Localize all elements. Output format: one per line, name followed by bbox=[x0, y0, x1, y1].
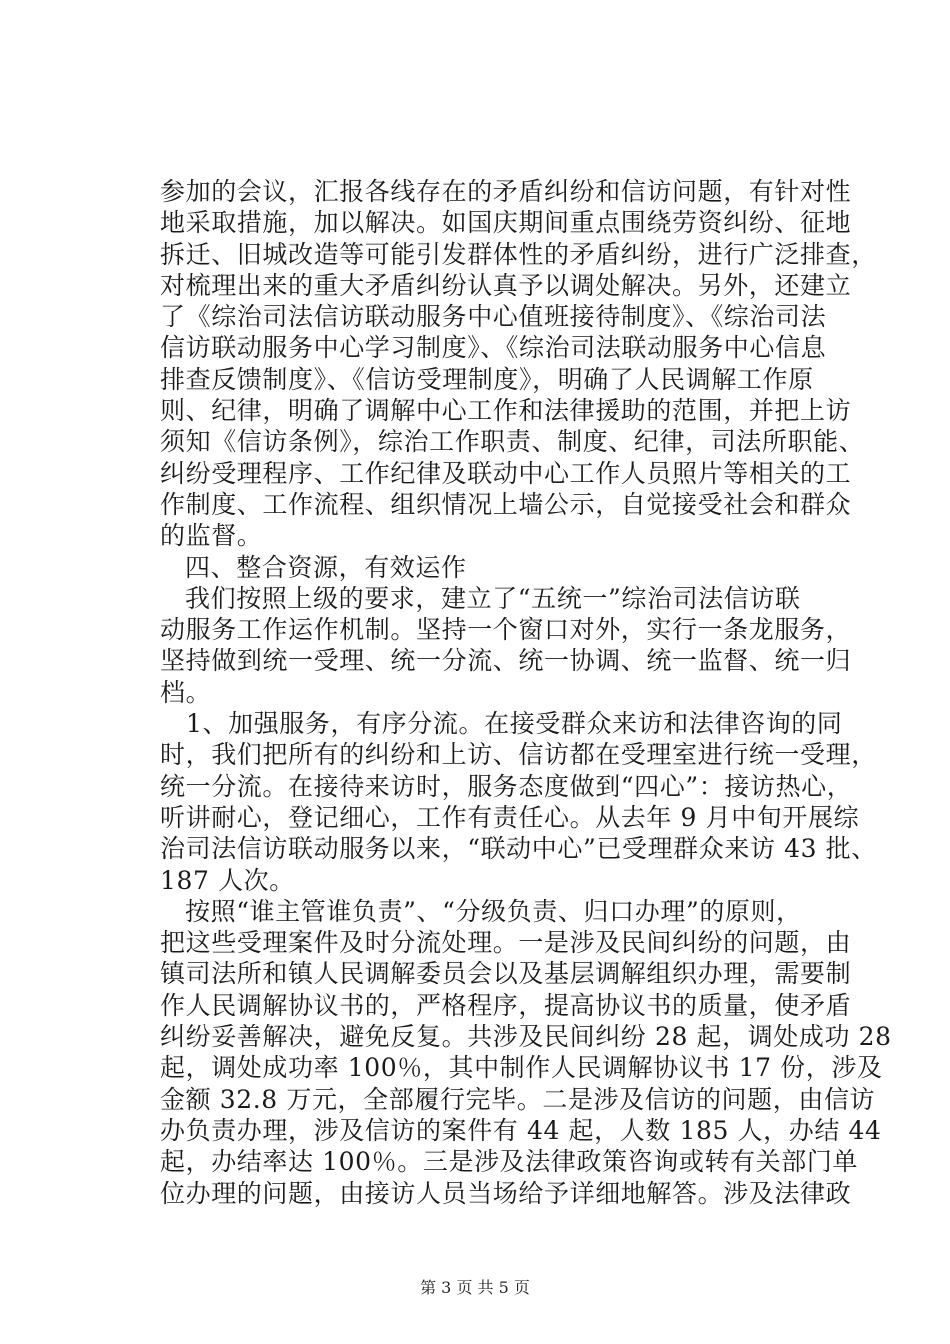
page-number-footer: 第 3 页 共 5 页 bbox=[420, 1278, 530, 1297]
paragraph-start-line: 1、加强服务，有序分流。在接受群众来访和法律咨询的同 bbox=[186, 709, 843, 739]
body-line: 起，调处成功率 100％，其中制作人民调解协议书 17 份，涉及 bbox=[160, 1053, 883, 1083]
body-line: 作人民调解协议书的，严格程序，提高协议书的质量，使矛盾 bbox=[160, 990, 852, 1020]
body-line: 把这些受理案件及时分流处理。一是涉及民间纠纷的问题，由 bbox=[160, 928, 852, 958]
body-line: 信访联动服务中心学习制度》、《综治司法联动服务中心信息 bbox=[160, 333, 827, 363]
body-line: 金额 32.8 万元，全部履行完毕。二是涉及信访的问题，由信访 bbox=[160, 1084, 876, 1114]
body-line: 时，我们把所有的纠纷和上访、信访都在受理室进行统一受理， bbox=[160, 740, 877, 770]
body-line: 位办理的问题，由接访人员当场给予详细地解答。涉及法律政 bbox=[160, 1178, 852, 1208]
body-line: 治司法信访联动服务以来，“联动中心”已受理群众来访 43 批、 bbox=[160, 834, 877, 864]
body-line: 听讲耐心，登记细心，工作有责任心。从去年 9 月中旬开展综 bbox=[160, 802, 860, 832]
body-line: 坚持做到统一受理、统一分流、统一协调、统一监督、统一归 bbox=[160, 646, 852, 676]
body-line: 纠纷妥善解决，避免反复。共涉及民间纠纷 28 起，调处成功 28 bbox=[160, 1022, 892, 1052]
body-line: 档。 bbox=[160, 677, 212, 707]
body-line: 作制度、工作流程、组织情况上墙公示，自觉接受社会和群众 bbox=[160, 489, 852, 519]
body-line: 办负责办理，涉及信访的案件有 44 起，人数 185 人，办结 44 bbox=[160, 1115, 882, 1145]
body-line: 地采取措施，加以解决。如国庆期间重点围绕劳资纠纷、征地 bbox=[160, 208, 852, 238]
body-line: 镇司法所和镇人民调解委员会以及基层调解组织办理，需要制 bbox=[160, 959, 852, 989]
body-line: 拆迁、旧城改造等可能引发群体性的矛盾纠纷，进行广泛排查， bbox=[160, 239, 877, 269]
body-line: 对梳理出来的重大矛盾纠纷认真予以调处解决。另外，还建立 bbox=[160, 270, 852, 300]
body-line: 起，办结率达 100％。三是涉及法律政策咨询或转有关部门单 bbox=[160, 1147, 859, 1177]
body-line: 纠纷受理程序、工作纪律及联动中心工作人员照片等相关的工 bbox=[160, 458, 852, 488]
body-line: 排查反馈制度》、《信访受理制度》，明确了人民调解工作原 bbox=[160, 364, 814, 394]
body-line: 统一分流。在接待来访时，服务态度做到“四心”：接访热心， bbox=[160, 771, 853, 801]
body-line: 动服务工作运作机制。坚持一个窗口对外，实行一条龙服务， bbox=[160, 615, 852, 645]
section-heading: 四、整合资源，有效运作 bbox=[185, 552, 467, 582]
paragraph-start-line: 按照“谁主管谁负责”、“分级负责、归口办理”的原则， bbox=[185, 896, 802, 926]
body-line: 则、纪律，明确了调解中心工作和法律援助的范围，并把上访 bbox=[160, 396, 852, 426]
body-line: 须知《信访条例》，综治工作职责、制度、纪律，司法所职能、 bbox=[160, 427, 865, 457]
body-line: 187 人次。 bbox=[160, 865, 295, 895]
body-line: 参加的会议，汇报各线存在的矛盾纠纷和信访问题，有针对性 bbox=[160, 177, 852, 206]
document-body bbox=[160, 176, 892, 1209]
paragraph-start-line: 我们按照上级的要求，建立了“五统一”综治司法信访联 bbox=[185, 583, 801, 613]
body-line: 的监督。 bbox=[160, 521, 263, 551]
body-line: 了《综治司法信访联动服务中心值班接待制度》、《综治司法 bbox=[160, 302, 827, 332]
